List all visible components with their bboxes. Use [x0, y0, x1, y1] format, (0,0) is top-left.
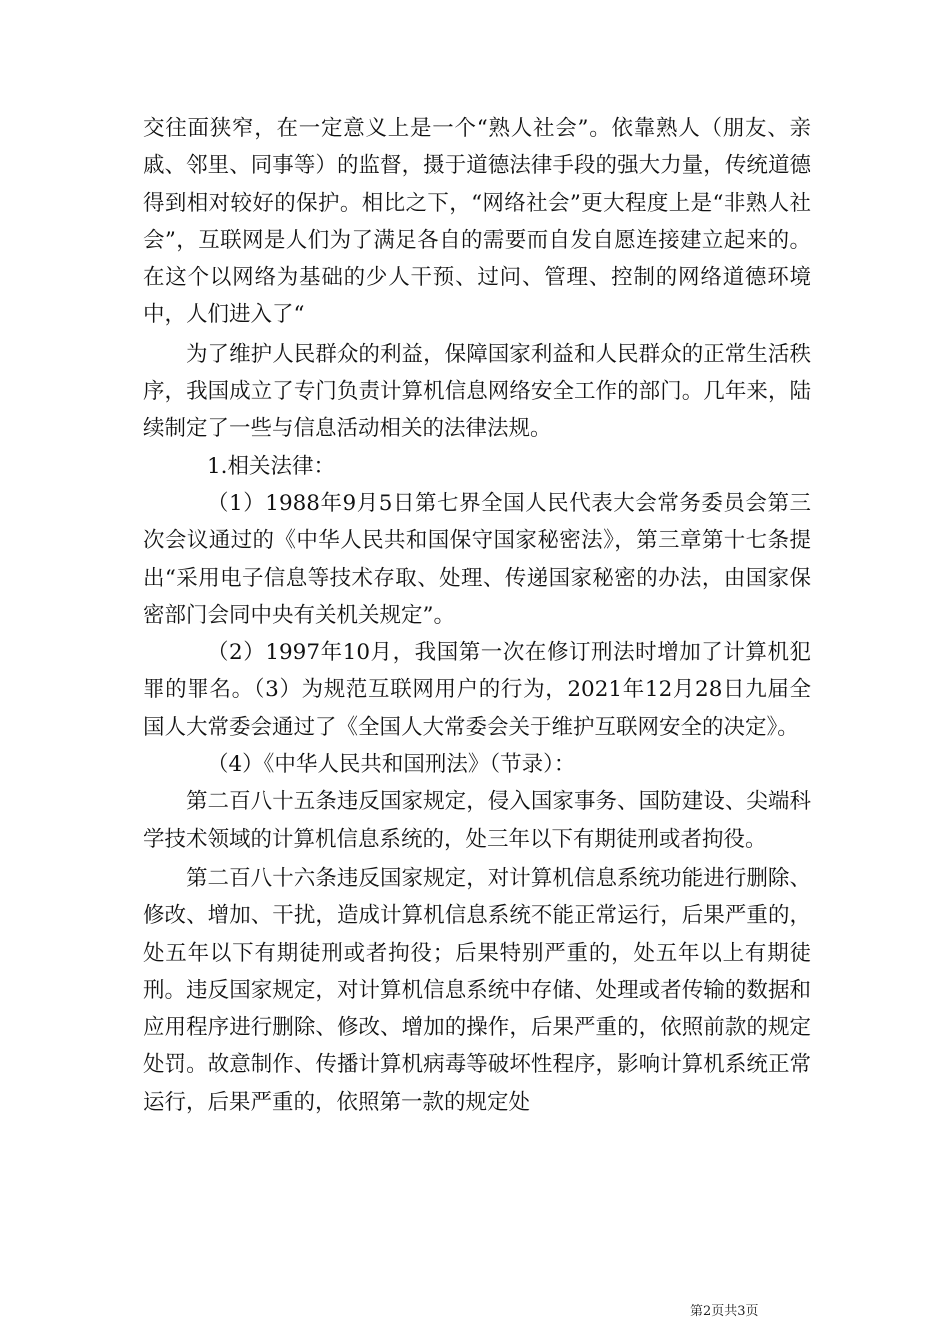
paragraph-article-285: 第二百八十五条违反国家规定，侵入国家事务、国防建设、尖端科学技术领域的计算机信息系统的，处三年以下有期徒刑或者拘役。	[143, 789, 811, 852]
page-number-footer: 第2页共3页	[690, 1304, 759, 1319]
heading-related-laws: 1.相关法律：	[207, 453, 336, 479]
paragraph-intro-continued: 交往面狭窄，在一定意义上是一个“熟人社会”。依靠熟人（朋友、亲戚、邻里、同事等）的监督，摄于道德法律手段的强大力量，传统道德得到相对较好的保护。相比之下，“网络社会”更大程度上是“非熟人社会”，互联网是人们为了满足各自的需要而自发自愿连接建立起来的。在这个以网络为基础的少人干预、过问、管理、控制的网络道德环境中，人们进入了“	[143, 116, 811, 328]
paragraph-law-1: （1）1988年9月5日第七界全国人民代表大会常务委员会第三次会议通过的《中华人民共和国保守国家秘密法》，第三章第十七条提出“采用电子信息等技术存取、处理、传递国家秘密的办法，由国家保密部门会同中央有关机关规定”。	[143, 490, 811, 628]
paragraph-law-4: （4）《中华人民共和国刑法》（节录）：	[207, 752, 576, 778]
document-body	[143, 110, 811, 1121]
paragraph-law-2-3: （2）1997年10月，我国第一次在修订刑法时增加了计算机犯罪的罪名。（3）为规范互联网用户的行为，2021年12月28日九届全国人大常委会通过了《全国人大常委会关于维护互联网安全的决定》。	[143, 640, 811, 740]
paragraph-security-department: 为了维护人民群众的利益，保障国家利益和人民群众的正常生活秩序，我国成立了专门负责计算机信息网络安全工作的部门。几年来，陆续制定了一些与信息活动相关的法律法规。	[143, 341, 811, 442]
paragraph-article-286: 第二百八十六条违反国家规定，对计算机信息系统功能进行删除、修改、增加、干扰，造成计算机信息系统不能正常运行，后果严重的，处五年以下有期徒刑或者拘役；后果特别严重的，处五年以上有期徒刑。违反国家规定，对计算机信息系统中存储、处理或者传输的数据和应用程序进行删除、修改、增加的操作，后果严重的，依照前款的规定处罚。故意制作、传播计算机病毒等破坏性程序，影响计算机系统正常运行，后果严重的，依照第一款的规定处	[143, 865, 811, 1115]
